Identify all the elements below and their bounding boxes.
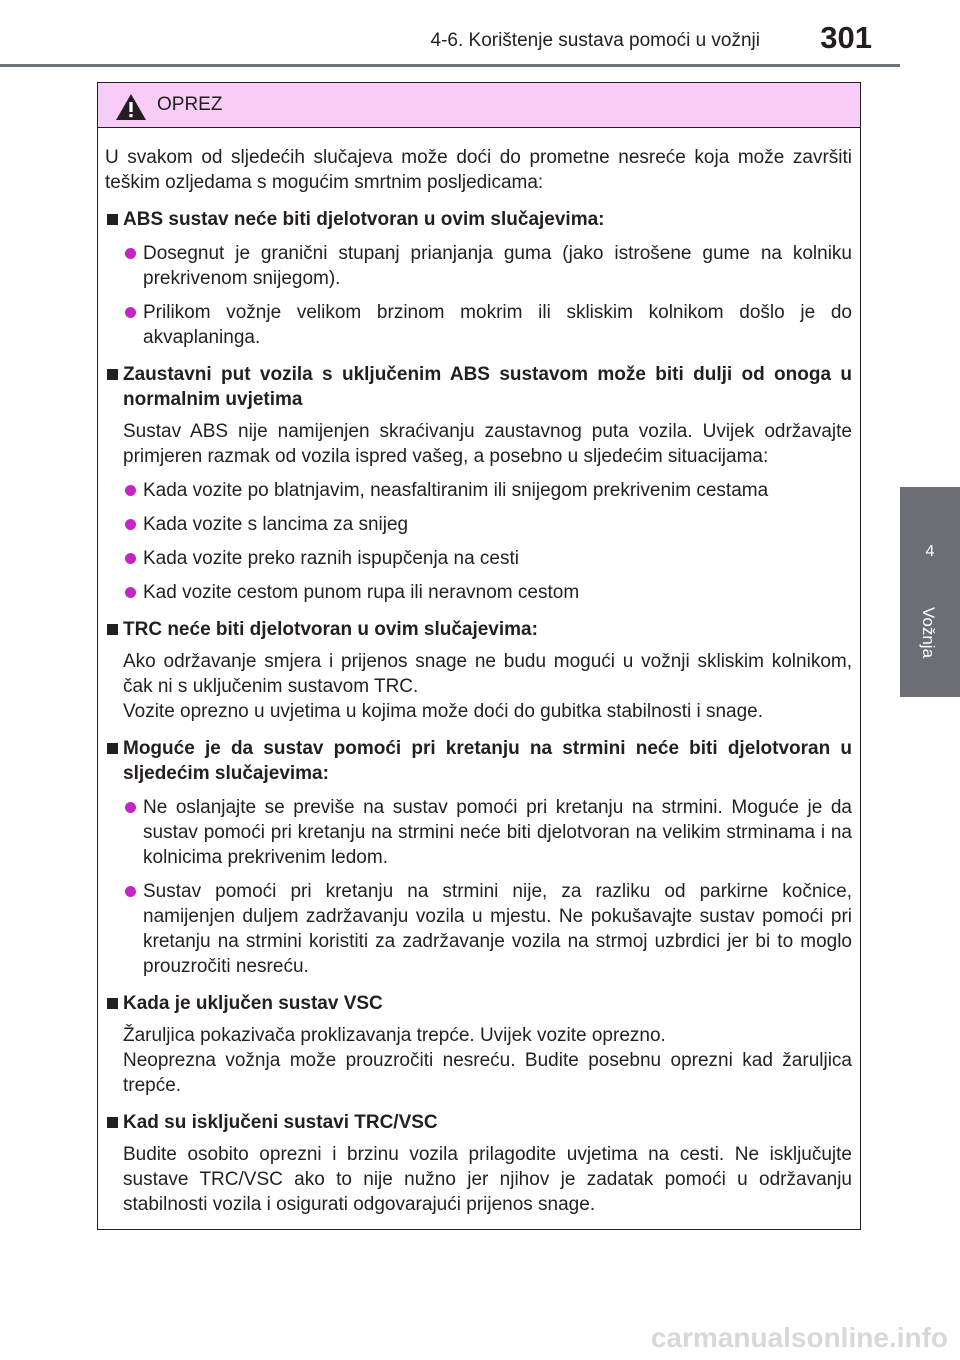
section-text: Budite osobito oprezni i brzinu vozila prilagodite uvjetima na cesti. Ne isključujte sustave TRC/VSC ako to nije nužno jer njihov je zadatak pomoći u održavanju stabilnosti vozila i osigurati odgovarajući prijenos snage. [123,1144,852,1215]
page-number: 301 [820,20,872,55]
section-text-line: Neoprezna vožnja može prouzročiti nesreću. Budite posebnu oprezni kad žaruljica trepće. [123,1050,852,1096]
section-heading-text: Kada je uključen sustav VSC [123,993,383,1014]
square-bullet-icon [107,1117,118,1128]
bullet-text: Kada vozite s lancima za snijeg [143,514,409,535]
section-heading-text: Zaustavni put vozila s uključenim ABS sustavom može biti dulji od onoga u normalnim uvjetima [123,364,852,410]
section-heading-hill-start [105,736,852,786]
square-bullet-icon [107,214,118,225]
bullet-text: Prilikom vožnje velikom brzinom mokrim ili skliskim kolnikom došlo je do akvaplaninga. [143,302,852,348]
section-heading-text: TRC neće biti djelotvoran u ovim slučajevima: [123,619,538,640]
bullet-item [105,478,852,503]
square-bullet-icon [107,369,118,380]
bullet-item [105,300,852,350]
bullet-item [105,795,852,870]
bullet-item [105,546,852,571]
chapter-side-tab [900,487,960,697]
bullet-text: Kada vozite po blatnjavim, neasfaltiranim ili snijegom prekrivenim cestama [143,480,769,501]
section-title: 4-6. Korištenje sustava pomoći u vožnji [430,30,760,51]
watermark: carmanualsonline.info [650,1322,948,1353]
round-bullet-icon [125,886,136,897]
bullet-text: Ne oslanjajte se previše na sustav pomoći pri kretanju na strmini. Moguće je da sustav pomoći pri kretanju na strmini neće biti djelotvoran na velikim strminama i na kolnicima prekrivenim ledom. [143,797,852,868]
bullet-text: Sustav pomoći pri kretanju na strmini nije, za razliku od parkirne kočnice, namijenjen duljem zadržavanju vozila u mjestu. Ne pokušavajte sustav pomoći pri kretanju na strmini koristiti za zadržavanje vozila na strmoj uzbrdici jer bi to moglo prouzročiti nesreću. [143,881,852,977]
round-bullet-icon [125,485,136,496]
section-text-line: Ako održavanje smjera i prijenos snage ne budu mogući u vožnji skliskim kolnikom, čak ni s uključenim sustavom TRC. [123,651,852,697]
bullet-item [105,512,852,537]
section-heading-trc-vsc-off [105,1110,852,1135]
round-bullet-icon [125,519,136,530]
caution-title: OPREZ [157,94,223,115]
chapter-number: 4 [925,543,935,560]
round-bullet-icon [125,248,136,259]
section-heading-text: Moguće je da sustav pomoći pri kretanju na strmini neće biti djelotvoran u sljedećim slučajevima: [123,738,852,784]
section-heading-text: Kad su isključeni sustavi TRC/VSC [123,1112,438,1133]
bullet-text: Kada vozite preko raznih ispupčenja na cesti [143,548,520,569]
bullet-text: Kad vozite cestom punom rupa ili neravnom cestom [143,582,580,603]
bullet-item [105,879,852,979]
caution-header [98,83,860,128]
section-heading-vsc [105,991,852,1016]
section-text-line: Žaruljica pokazivača proklizavanja trepće. Uvijek vozite oprezno. [123,1025,666,1046]
section-text [105,1023,852,1098]
round-bullet-icon [125,802,136,813]
header-rule [0,64,900,67]
section-heading-text: ABS sustav neće biti djelotvoran u ovim slučajevima: [123,209,605,230]
caution-body [98,128,860,1217]
caution-box [97,82,861,1230]
section-text [105,649,852,724]
caution-intro: U svakom od sljedećih slučajeva može doći do prometne nesreće koja može završiti teškim ozljedama s mogućim smrtnim posljedicama: [105,147,852,193]
section-text: Sustav ABS nije namijenjen skraćivanju zaustavnog puta vozila. Uvijek održavajte primjeren razmak od vozila ispred vašeg, a posebno u sljedećim situacijama: [123,421,852,467]
bullet-item [105,241,852,291]
bullet-item [105,580,852,605]
section-heading-trc [105,617,852,642]
round-bullet-icon [125,553,136,564]
warning-triangle-icon [115,93,147,121]
round-bullet-icon [125,307,136,318]
section-heading-abs [105,207,852,232]
bullet-text: Dosegnut je granični stupanj prianjanja guma (jako istrošene gume na kolniku prekrivenom snijegom). [143,243,852,289]
page-header [0,0,900,62]
round-bullet-icon [125,587,136,598]
chapter-label: Vožnja [919,607,938,659]
section-heading-stopping-distance [105,362,852,412]
square-bullet-icon [107,624,118,635]
square-bullet-icon [107,743,118,754]
section-text-line: Vozite oprezno u uvjetima u kojima može doći do gubitka stabilnosti i snage. [123,701,764,722]
square-bullet-icon [107,998,118,1009]
